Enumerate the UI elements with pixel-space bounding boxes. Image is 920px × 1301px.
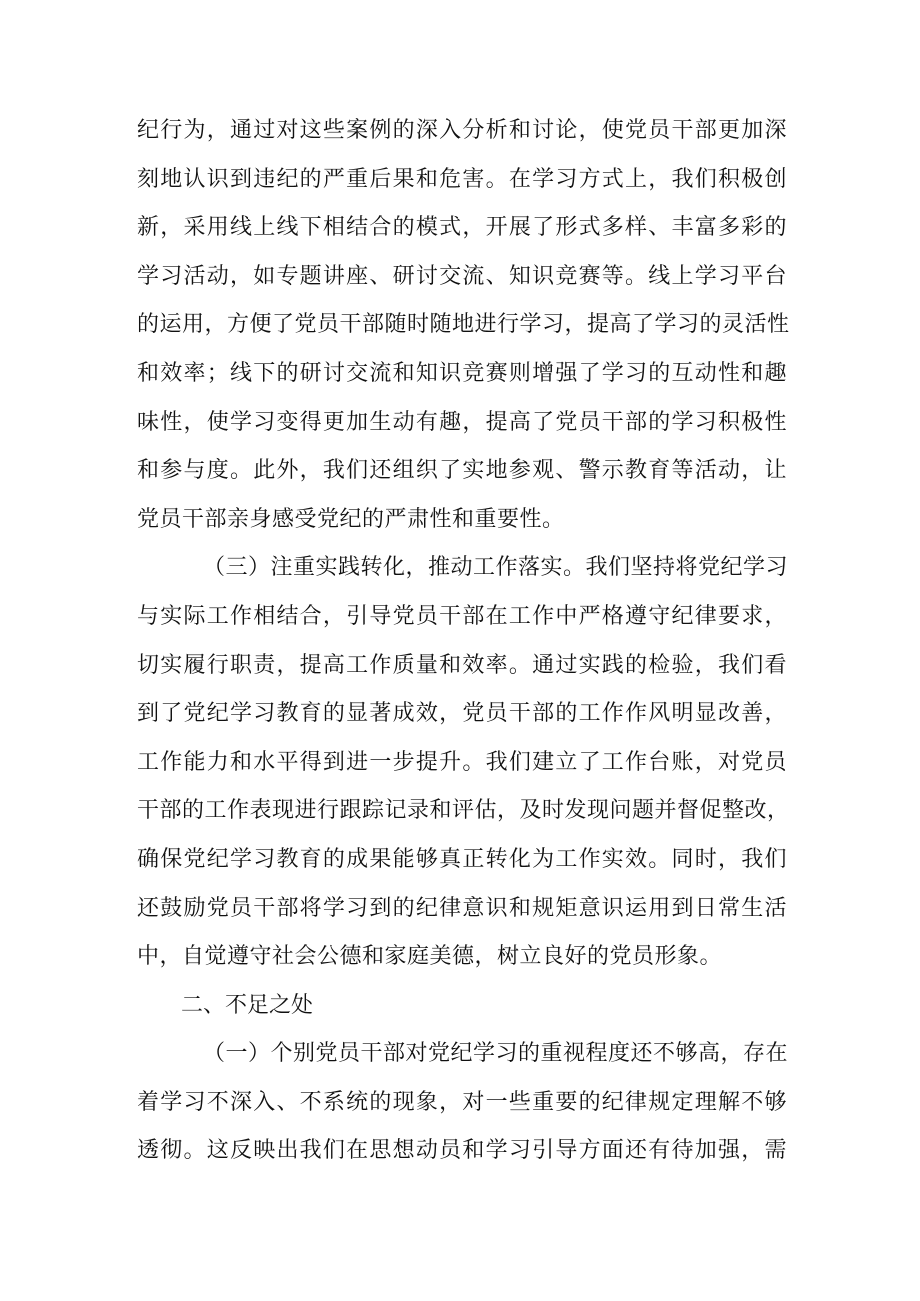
text-line: 刻地认识到违纪的严重后果和危害。在学习方式上，我们积极创 xyxy=(137,166,787,192)
text-line: 到了党纪学习教育的显著成效，党员干部的工作作风明显改善， xyxy=(137,701,787,727)
document-body xyxy=(137,107,790,1176)
text-line: （三）注重实践转化，推动工作落实。我们坚持将党纪学习 xyxy=(203,555,789,581)
text-line: 确保党纪学习教育的成果能够真正转化为工作实效。同时，我们 xyxy=(137,846,787,872)
text-line: （一）个别党员干部对党纪学习的重视程度还不够高，存在 xyxy=(203,1041,789,1067)
paragraph-study-methods xyxy=(137,107,790,544)
paragraph-shortcomings xyxy=(137,1030,787,1176)
text-line: 还鼓励党员干部将学习到的纪律意识和规矩意识运用到日常生活 xyxy=(137,895,787,921)
text-line: 和参与度。此外，我们还组织了实地参观、警示教育等活动，让 xyxy=(137,458,787,484)
text-line: 学习活动，如专题讲座、研讨交流、知识竞赛等。线上学习平台 xyxy=(137,263,787,289)
paragraph-practice-transformation xyxy=(137,544,790,981)
text-line: 纪行为，通过对这些案例的深入分析和讨论，使党员干部更加深 xyxy=(137,118,787,143)
text-line: 与实际工作相结合，引导党员干部在工作中严格遵守纪律要求， xyxy=(137,603,787,629)
text-line: 味性，使学习变得更加生动有趣，提高了党员干部的学习积极性 xyxy=(137,409,787,435)
text-line: 干部的工作表现进行跟踪记录和评估，及时发现问题并督促整改， xyxy=(137,798,790,824)
text-line: 着学习不深入、不系统的现象，对一些重要的纪律规定理解不够 xyxy=(137,1089,787,1115)
text-line: 党员干部亲身感受党纪的严肃性和重要性。 xyxy=(137,506,565,532)
text-line: 透彻。这反映出我们在思想动员和学习引导方面还有待加强，需 xyxy=(137,1138,787,1164)
text-line: 工作能力和水平得到进一步提升。我们建立了工作台账，对党员 xyxy=(137,749,787,775)
text-line: 和效率；线下的研讨交流和知识竞赛则增强了学习的互动性和趣 xyxy=(137,360,787,386)
text-line: 新，采用线上线下相结合的模式，开展了形式多样、丰富多彩的 xyxy=(137,215,787,241)
text-line: 切实履行职责，提高工作质量和效率。通过实践的检验，我们看 xyxy=(137,652,787,678)
section-heading: 二、不足之处 xyxy=(181,992,314,1018)
text-line: 中，自觉遵守社会公德和家庭美德，树立良好的党员形象。 xyxy=(137,944,723,970)
text-line: 的运用，方便了党员干部随时随地进行学习，提高了学习的灵活性 xyxy=(137,312,790,338)
